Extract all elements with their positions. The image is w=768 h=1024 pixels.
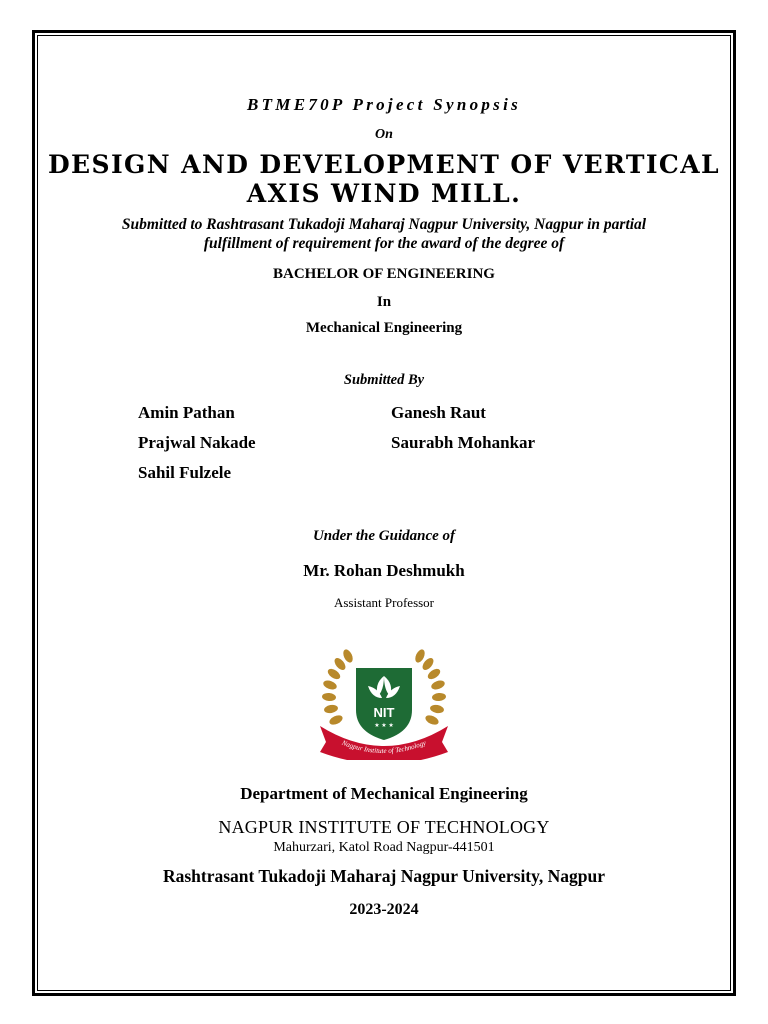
guide-name: Mr. Rohan Deshmukh xyxy=(303,561,465,580)
svg-text:★ ★ ★: ★ ★ ★ xyxy=(374,723,394,729)
university-name: Rashtrasant Tukadoji Maharaj Nagpur University, Nagpur xyxy=(162,866,606,886)
submitted-to-line-2: fulfillment of requirement for the award of the degree of xyxy=(203,235,565,252)
in-label: In xyxy=(376,294,392,310)
guidance-label: Under the Guidance of xyxy=(312,528,456,544)
member-name: Prajwal Nakade xyxy=(138,433,256,452)
laurel-left-icon xyxy=(322,648,355,727)
submitted-to-line-1: Submitted to Rashtrasant Tukadoji Maharaj Nagpur University, Nagpur in partial xyxy=(121,216,647,233)
ribbon-text: Nagpur Institute of Technology xyxy=(340,738,428,756)
submitted-by-label: Submitted By xyxy=(343,372,425,388)
institute-name: NAGPUR INSTITUTE OF TECHNOLOGY xyxy=(218,817,550,837)
member-name: Saurabh Mohankar xyxy=(391,433,536,452)
project-title-line-1: DESIGN AND DEVELOPMENT OF VERTICAL xyxy=(47,150,721,179)
synopsis-heading: BTME70P Project Synopsis xyxy=(246,95,522,114)
project-title-line-2: AXIS WIND MILL. xyxy=(246,179,522,208)
logo-text: NIT xyxy=(373,705,395,720)
nit-logo xyxy=(318,648,450,760)
laurel-right-icon xyxy=(413,648,446,727)
member-name: Amin Pathan xyxy=(138,403,235,422)
member-name: Sahil Fulzele xyxy=(138,463,232,482)
on-label: On xyxy=(375,127,393,142)
shield-icon xyxy=(356,668,412,740)
department-name: Department of Mechanical Engineering xyxy=(240,784,528,803)
branch-name: Mechanical Engineering xyxy=(305,320,463,336)
degree-name: BACHELOR OF ENGINEERING xyxy=(273,266,495,282)
member-name: Ganesh Raut xyxy=(391,403,486,422)
academic-year: 2023-2024 xyxy=(349,901,419,918)
institute-address: Mahurzari, Katol Road Nagpur-441501 xyxy=(273,840,495,855)
guide-designation: Assistant Professor xyxy=(333,595,435,610)
